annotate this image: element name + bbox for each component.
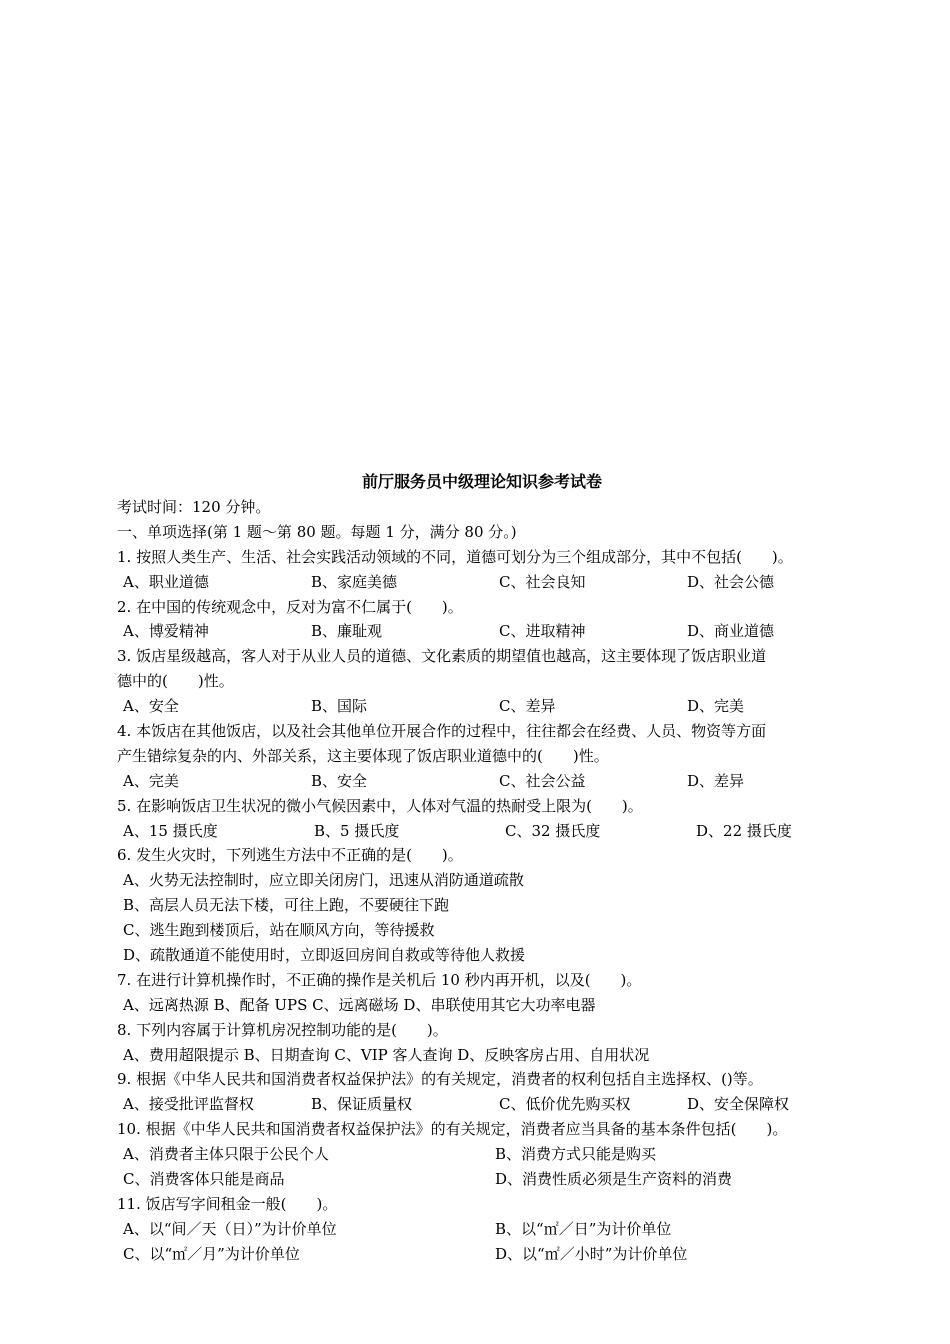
option-d: D、完美 — [687, 697, 745, 716]
option-d: D、社会公德 — [687, 572, 775, 591]
question-3-stem: 3. 饭店星级越高，客人对于从业人员的道德、文化素质的期望值也越高，这主要体现了饭店职业道 — [117, 647, 767, 666]
question-2-options — [117, 619, 867, 644]
option-a: A、消费者主体只限于公民个人 — [123, 1145, 329, 1164]
option-b: B、高层人员无法下楼，可往上跑，不要硬往下跑 — [123, 896, 450, 915]
option-a: A、以“间／天（日）”为计价单位 — [123, 1219, 337, 1238]
question-11-options-ab — [117, 1217, 867, 1242]
option-c: C、以“㎡／月”为计价单位 — [123, 1244, 300, 1263]
option-c: C、低价优先购买权 — [499, 1095, 631, 1114]
option-b: B、家庭美德 — [311, 572, 398, 591]
option-d: D、以“㎡／小时”为计价单位 — [495, 1244, 688, 1263]
option-b: B、保证质量权 — [311, 1095, 413, 1114]
question-4-stem-cont: 产生错综复杂的内、外部关系，这主要体现了饭店职业道德中的( )性。 — [117, 746, 609, 765]
question-2-stem: 2. 在中国的传统观念中，反对为富不仁属于( )。 — [117, 597, 463, 616]
question-9-stem: 9. 根据《中华人民共和国消费者权益保护法》的有关规定，消费者的权利包括自主选择权、()等。 — [117, 1070, 763, 1089]
option-c: C、社会良知 — [499, 572, 586, 591]
option-b: B、安全 — [311, 771, 368, 790]
question-3-options — [117, 694, 867, 719]
question-4-options — [117, 769, 867, 794]
option-c: C、32 摄氏度 — [505, 821, 601, 840]
question-1-options — [117, 570, 867, 595]
exam-time: 考试时间：120 分钟。 — [117, 498, 271, 516]
option-b: B、国际 — [311, 697, 368, 716]
exam-paper — [117, 468, 867, 1267]
option-a: A、接受批评监督权 — [123, 1095, 254, 1114]
question-9-options — [117, 1092, 867, 1117]
option-b: B、消费方式只能是购买 — [495, 1145, 657, 1164]
option-d: D、22 摄氏度 — [696, 821, 792, 840]
question-8-options: A、费用超限提示 B、日期查询 C、VIP 客人查询 D、反映客房占用、自用状况 — [123, 1045, 650, 1064]
question-7-options: A、远离热源 B、配备 UPS C、远离磁场 D、串联使用其它大功率电器 — [123, 995, 596, 1014]
option-a: A、博爱精神 — [123, 622, 209, 641]
question-11-options-cd — [117, 1242, 867, 1267]
option-d: D、消费性质必须是生产资料的消费 — [495, 1170, 733, 1189]
question-8-stem: 8. 下列内容属于计算机房况控制功能的是( )。 — [117, 1020, 448, 1039]
option-b: B、以“㎡／日”为计价单位 — [495, 1219, 672, 1238]
option-c: C、消费客体只能是商品 — [123, 1170, 285, 1189]
question-6-stem: 6. 发生火灾时，下列逃生方法中不正确的是( )。 — [117, 846, 463, 865]
question-10-stem: 10. 根据《中华人民共和国消费者权益保护法》的有关规定，消费者应当具备的基本条件包括( )。 — [117, 1120, 788, 1139]
option-b: B、5 摄氏度 — [314, 821, 400, 840]
option-c: C、进取精神 — [499, 622, 586, 641]
option-a: A、职业道德 — [123, 572, 209, 591]
option-c: C、逃生跑到楼顶后，站在顺风方向，等待援救 — [123, 921, 435, 940]
question-10-options-cd — [117, 1167, 867, 1192]
option-c: C、社会公益 — [499, 771, 586, 790]
question-11-stem: 11. 饭店写字间租金一般( )。 — [117, 1194, 338, 1213]
section-heading: 一、单项选择(第 1 题～第 80 题。每题 1 分，满分 80 分。) — [117, 522, 517, 541]
question-7-stem: 7. 在进行计算机操作时，不正确的操作是关机后 10 秒内再开机，以及( )。 — [117, 970, 642, 989]
option-b: B、廉耻观 — [311, 622, 383, 641]
option-c: C、差异 — [499, 697, 556, 716]
question-5-stem: 5. 在影响饭店卫生状况的微小气候因素中，人体对气温的热耐受上限为( )。 — [117, 796, 643, 815]
option-a: A、完美 — [123, 771, 179, 790]
option-d: D、商业道德 — [687, 622, 775, 641]
option-a: A、15 摄氏度 — [123, 821, 218, 840]
page-title: 前厅服务员中级理论知识参考试卷 — [361, 472, 602, 491]
question-4-stem: 4. 本饭店在其他饭店，以及社会其他单位开展合作的过程中，往往都会在经费、人员、物资等方面 — [117, 722, 767, 741]
option-d: D、安全保障权 — [687, 1095, 790, 1114]
question-1-stem: 1. 按照人类生产、生活、社会实践活动领域的不同，道德可划分为三个组成部分，其中不包括( )。 — [117, 547, 793, 566]
question-5-options — [117, 819, 867, 844]
question-3-stem-cont: 德中的( )性。 — [117, 672, 234, 691]
option-a: A、火势无法控制时，应立即关闭房门，迅速从消防通道疏散 — [123, 871, 524, 890]
question-10-options-ab — [117, 1142, 867, 1167]
option-d: D、疏散通道不能使用时，立即返回房间自救或等待他人救援 — [123, 946, 526, 965]
option-a: A、安全 — [123, 697, 179, 716]
option-d: D、差异 — [687, 771, 745, 790]
